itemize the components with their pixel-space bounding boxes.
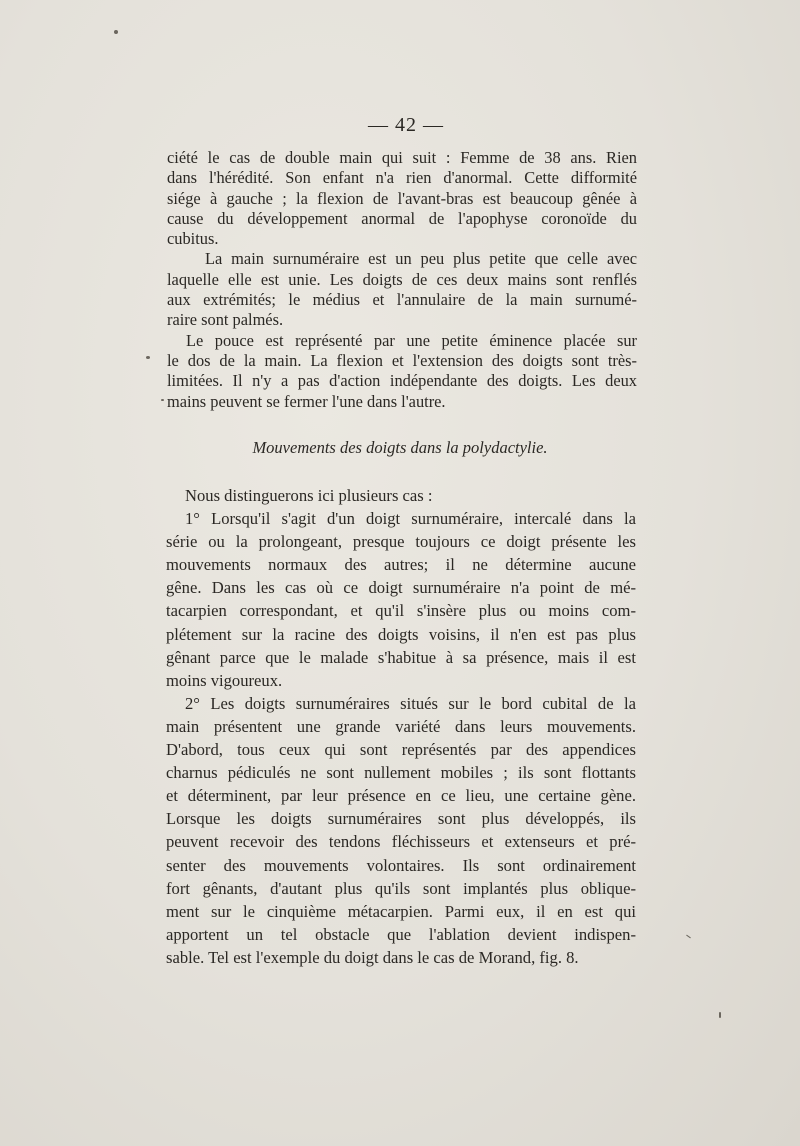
text-line: le dos de la main. La flexion et l'extension des doigts sont très- <box>167 350 637 370</box>
text-line: cause du développement anormal de l'apophyse coronoïde du <box>167 208 637 228</box>
text-line: raire sont palmés. <box>167 310 284 330</box>
paragraph-case-2 <box>166 692 636 969</box>
paragraph-supernumerary-hand <box>167 249 637 330</box>
paragraph-intro <box>166 484 636 507</box>
text-line: plétement sur la racine des doigts voisins, il n'en est pas plus <box>166 624 636 644</box>
section-heading: Mouvements des doigts dans la polydactylie. <box>252 438 548 457</box>
text-line: fort gênants, d'autant plus qu'ils sont implantés plus oblique- <box>166 878 636 898</box>
text-line: main présentent une grande variété dans leurs mouvements. <box>166 716 636 736</box>
text-line: apportent un tel obstacle que l'ablation devient indispen- <box>166 924 636 944</box>
text-line: moins vigoureux. <box>166 670 283 690</box>
text-line: Le pouce est représenté par une petite éminence placée sur <box>186 330 637 350</box>
text-line: gêne. Dans les cas où ce doigt surnuméraire n'a point de mé- <box>166 578 636 598</box>
paper-speck <box>161 399 164 401</box>
text-line: D'abord, tous ceux qui sont représentés par des appendices <box>166 740 636 760</box>
page-number: — 42 — <box>368 114 444 136</box>
text-line: mains peuvent se fermer l'une dans l'autre. <box>167 391 446 411</box>
text-line: série ou la prolongeant, presque toujours ce doigt présente les <box>166 532 636 552</box>
text-line: mouvements normaux des autres; il ne détermine aucune <box>166 555 636 575</box>
paper-speck <box>686 935 691 939</box>
text-line: dans l'hérédité. Son enfant n'a rien d'anormal. Cette difformité <box>167 168 637 188</box>
text-line: limitées. Il n'y a pas d'action indépendante des doigts. Les deux <box>167 371 637 391</box>
text-line: peuvent recevoir des tendons fléchisseurs et extenseurs et pré- <box>166 832 636 852</box>
text-line: Nous distinguerons ici plusieurs cas : <box>185 486 433 505</box>
paragraph-case-1 <box>166 507 636 692</box>
paragraph-thumb <box>167 331 637 412</box>
section-body <box>166 484 636 969</box>
paper-speck <box>719 1012 721 1018</box>
text-line: ment sur le cinquième métacarpien. Parmi eux, il en est qui <box>166 901 636 921</box>
text-line: tacarpien correspondant, et qu'il s'insère plus ou moins com- <box>166 601 636 621</box>
text-line: ciété le cas de double main qui suit : Femme de 38 ans. Rien <box>167 148 637 167</box>
paragraph-case-history <box>167 148 637 249</box>
text-line: sable. Tel est l'exemple du doigt dans le cas de Morand, fig. 8. <box>166 947 579 967</box>
case-description <box>167 148 637 412</box>
text-line: charnus pédiculés ne sont nullement mobiles ; ils sont flottants <box>166 763 636 783</box>
text-line: et déterminent, par leur présence en ce lieu, une certaine gène. <box>166 786 636 806</box>
text-line: aux extrémités; le médius et l'annulaire de la main surnumé- <box>167 290 637 310</box>
paper-speck <box>114 30 118 34</box>
text-line: siége à gauche ; la flexion de l'avant-bras est beaucoup gênée à <box>167 188 637 208</box>
text-line: Lorsque les doigts surnuméraires sont plus développés, ils <box>166 809 636 829</box>
text-line: La main surnuméraire est un peu plus petite que celle avec <box>205 249 637 269</box>
text-line: gênant parce que le malade s'habitue à sa présence, mais il est <box>166 647 636 667</box>
text-line: laquelle elle est unie. Les doigts de ces deux mains sont renflés <box>167 269 637 289</box>
text-line: senter des mouvements volontaires. Ils sont ordinairement <box>166 855 636 875</box>
text-line: cubitus. <box>167 229 219 249</box>
text-line: 2° Les doigts surnuméraires situés sur le bord cubital de la <box>185 693 636 713</box>
text-line: 1° Lorsqu'il s'agit d'un doigt surnuméraire, intercalé dans la <box>185 509 636 529</box>
paper-speck <box>146 356 150 359</box>
